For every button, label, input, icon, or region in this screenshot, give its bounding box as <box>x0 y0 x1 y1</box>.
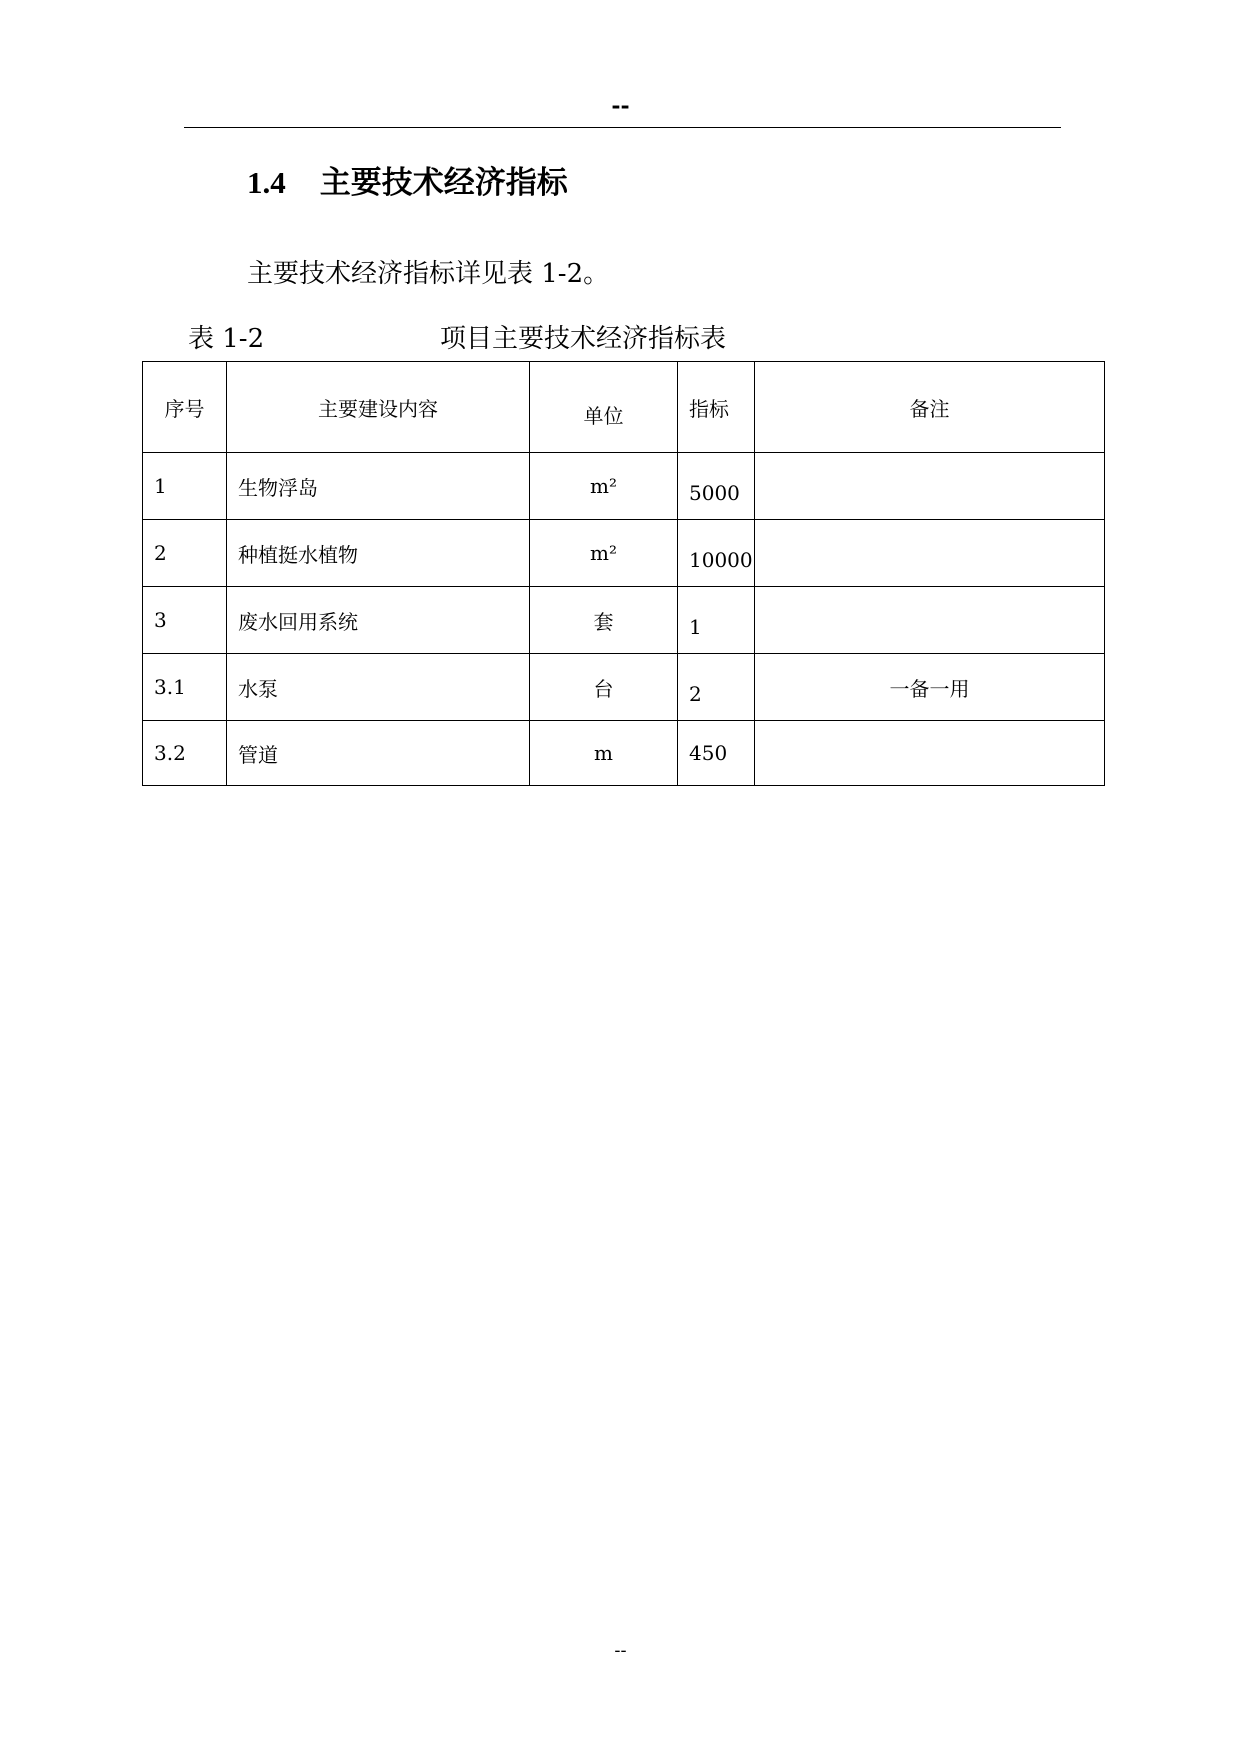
table-row <box>143 721 1105 786</box>
cell-note <box>755 721 1105 786</box>
section-title: 主要技术经济指标 <box>319 165 568 201</box>
cell-no: 1 <box>143 453 227 520</box>
cell-note <box>755 520 1105 587</box>
cell-content: 管道 <box>227 721 530 786</box>
cell-note: 一备一用 <box>755 654 1105 721</box>
table-row <box>143 587 1105 654</box>
cell-index: 5000 <box>678 453 755 520</box>
cell-unit: m <box>530 721 678 786</box>
table-header-row <box>143 362 1105 453</box>
page-header-mark: -- <box>611 93 630 119</box>
section-heading <box>247 163 568 203</box>
section-number: 1.4 <box>247 165 286 200</box>
cell-unit: 台 <box>530 654 678 721</box>
cell-note <box>755 453 1105 520</box>
table-caption-label: 表 1-2 <box>188 324 265 354</box>
header-divider <box>184 127 1061 128</box>
cell-unit: 套 <box>530 587 678 654</box>
cell-index: 2 <box>678 654 755 721</box>
cell-no: 2 <box>143 520 227 587</box>
header-note: 备注 <box>755 362 1105 453</box>
cell-index: 10000 <box>678 520 755 587</box>
header-unit: 单位 <box>530 362 678 453</box>
header-content: 主要建设内容 <box>227 362 530 453</box>
indicators-table <box>142 361 1105 786</box>
page-footer-mark: -- <box>614 1640 627 1661</box>
header-no: 序号 <box>143 362 227 453</box>
cell-no: 3.1 <box>143 654 227 721</box>
table-row <box>143 453 1105 520</box>
cell-unit: m² <box>530 453 678 520</box>
cell-content: 种植挺水植物 <box>227 520 530 587</box>
header-index: 指标 <box>678 362 755 453</box>
cell-unit: m² <box>530 520 678 587</box>
cell-content: 生物浮岛 <box>227 453 530 520</box>
cell-content: 水泵 <box>227 654 530 721</box>
intro-paragraph: 主要技术经济指标详见表 1-2。 <box>247 259 610 289</box>
table-caption-title: 项目主要技术经济指标表 <box>440 324 727 354</box>
cell-note <box>755 587 1105 654</box>
cell-content: 废水回用系统 <box>227 587 530 654</box>
cell-no: 3 <box>143 587 227 654</box>
cell-index: 1 <box>678 587 755 654</box>
cell-no: 3.2 <box>143 721 227 786</box>
table-row <box>143 654 1105 721</box>
table-row <box>143 520 1105 587</box>
cell-index: 450 <box>678 721 755 786</box>
